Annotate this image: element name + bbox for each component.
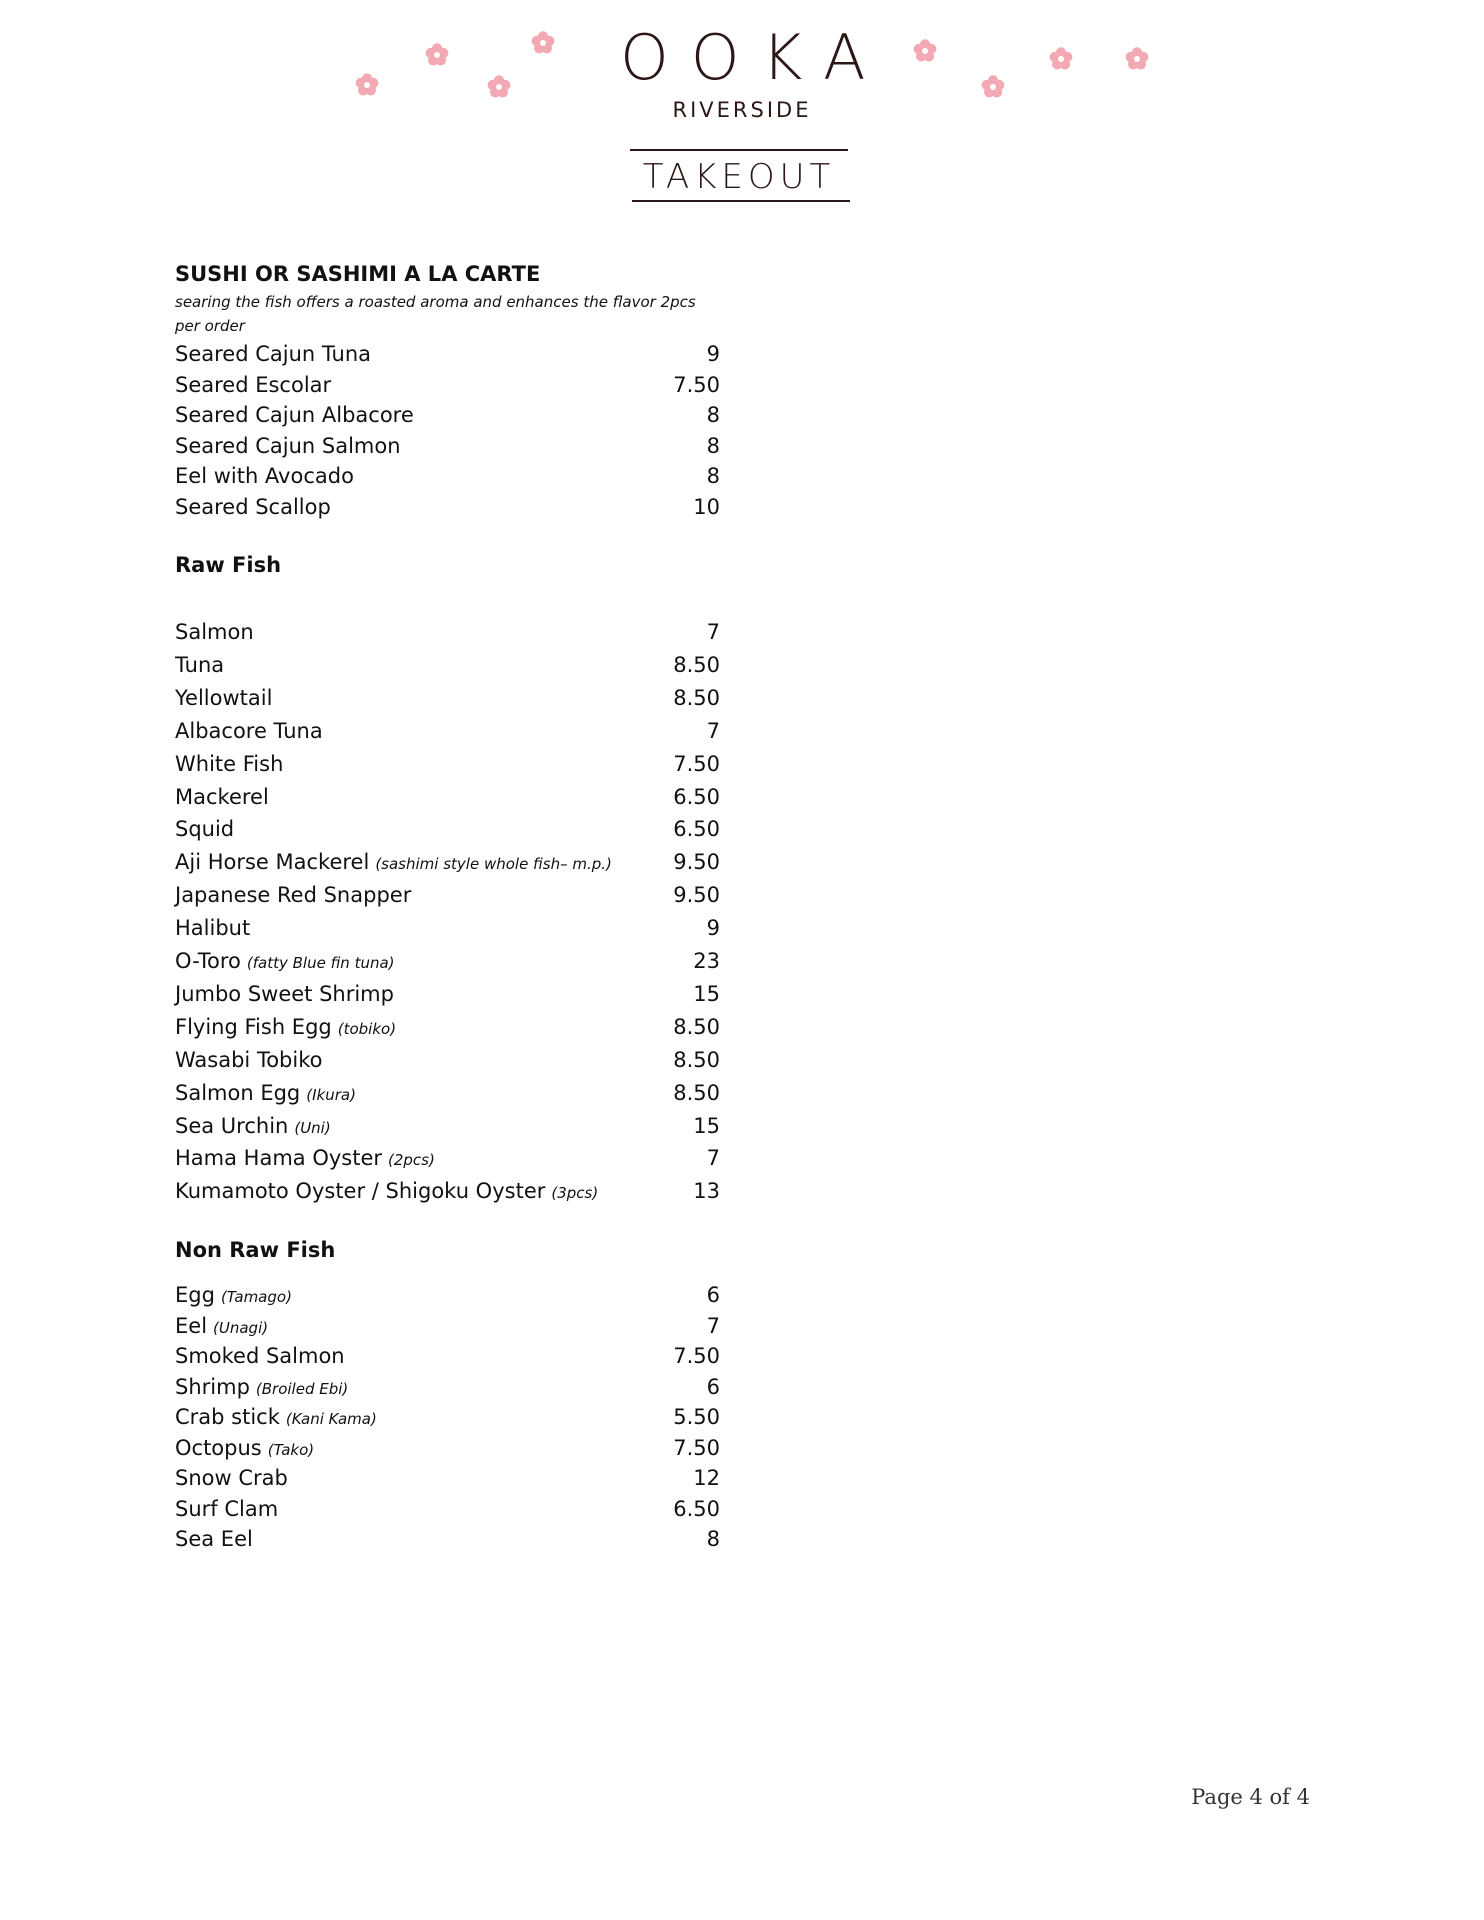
cherry-blossom-icon (486, 74, 512, 100)
menu-item (175, 1527, 720, 1557)
item-name (175, 916, 250, 940)
menu-item (175, 653, 720, 683)
item-name (175, 982, 394, 1006)
item-name (175, 1375, 348, 1399)
item-name (175, 949, 395, 973)
section-title: SUSHI OR SASHIMI A LA CARTE (175, 262, 541, 286)
item-note: (Tako) (267, 1440, 315, 1459)
item-label: Crab stick (175, 1405, 280, 1429)
cherry-blossom-icon (1124, 46, 1150, 72)
item-price: 7.50 (673, 372, 720, 397)
item-note: (sashimi style whole fish– m.p.) (375, 855, 612, 874)
item-price: 7 (706, 620, 720, 644)
item-name (175, 719, 323, 743)
item-price: 7.50 (673, 1344, 720, 1368)
menu-item (175, 1436, 720, 1466)
menu-item (175, 686, 720, 716)
cherry-blossom-icon (980, 74, 1006, 100)
menu-item (175, 752, 720, 782)
menu-item (175, 620, 720, 650)
item-price: 7.50 (673, 1435, 720, 1460)
item-name (175, 495, 331, 519)
menu-item (175, 1081, 720, 1111)
item-note: (Kani Kama) (285, 1410, 377, 1428)
menu-item (175, 982, 720, 1012)
item-name (175, 1283, 292, 1307)
menu-item (175, 1405, 720, 1435)
item-name (175, 883, 411, 907)
item-name (175, 620, 254, 644)
item-name (175, 1314, 268, 1338)
item-name (175, 1179, 598, 1203)
item-name (175, 785, 269, 809)
item-label: Hama Hama Oyster (175, 1146, 383, 1171)
item-note: (fatty Blue fin tuna) (246, 954, 395, 972)
brand-logo: OOKA (620, 21, 888, 94)
menu-item (175, 1344, 720, 1374)
menu-item (175, 949, 720, 979)
item-price: 7 (706, 1146, 720, 1171)
item-price: 8.50 (673, 1014, 720, 1039)
item-name (175, 1497, 278, 1521)
item-price: 9 (706, 916, 720, 941)
item-name (175, 653, 224, 677)
item-label: Shrimp (175, 1374, 250, 1399)
item-price: 5.50 (673, 1405, 720, 1429)
item-price: 12 (693, 1466, 720, 1490)
menu-item (175, 1015, 720, 1045)
item-name (175, 1146, 435, 1170)
item-note: (Uni) (294, 1118, 331, 1137)
item-price: 13 (693, 1179, 720, 1204)
item-name (175, 373, 331, 397)
section-title: Raw Fish (175, 553, 282, 577)
item-label: Salmon (175, 620, 254, 644)
section-subtitle: searing the fish offers a roasted aroma and enhances the flavor 2pcs per order (175, 293, 696, 335)
divider-top (630, 149, 848, 151)
item-label: Yellowtail (175, 685, 273, 710)
menu-item (175, 1048, 720, 1078)
item-label: Jumbo Sweet Shrimp (175, 981, 394, 1006)
item-price: 8 (706, 403, 720, 427)
item-note: (Broiled Ebi) (255, 1379, 349, 1398)
item-note: (Ikura) (306, 1085, 356, 1104)
item-label: Seared Cajun Albacore (175, 403, 414, 427)
menu-item (175, 1314, 720, 1344)
item-name (175, 1436, 314, 1460)
item-name (175, 686, 272, 710)
menu-item (175, 883, 720, 913)
item-price: 6.50 (673, 1496, 720, 1521)
menu-item (175, 785, 720, 815)
menu-item (175, 1146, 720, 1176)
item-price: 7 (706, 1313, 720, 1338)
page-number: Page 4 of 4 (1191, 1785, 1310, 1809)
menu-item (175, 434, 720, 464)
menu-item (175, 464, 720, 494)
item-label: Tuna (175, 652, 225, 677)
item-name (175, 434, 401, 458)
item-note: (tobiko) (337, 1019, 397, 1038)
item-label: Albacore Tuna (175, 718, 323, 743)
item-label: Seared Scallop (175, 494, 331, 519)
cherry-blossom-icon (424, 42, 450, 68)
menu-item (175, 1466, 720, 1496)
item-price: 15 (693, 981, 720, 1006)
item-label: Salmon Egg (175, 1080, 301, 1105)
item-price: 9.50 (673, 850, 720, 875)
item-name (175, 342, 371, 366)
item-name (175, 1527, 253, 1551)
item-note: (3pcs) (551, 1184, 599, 1203)
cherry-blossom-icon (912, 38, 938, 64)
item-price: 23 (693, 949, 720, 973)
item-price: 7.50 (673, 751, 720, 776)
cherry-blossom-icon (1048, 46, 1074, 72)
item-name (175, 1344, 345, 1368)
cherry-blossom-icon (354, 72, 380, 98)
item-label: Seared Cajun Tuna (175, 342, 372, 366)
item-price: 9.50 (673, 883, 720, 908)
item-name (175, 403, 414, 427)
item-label: Sea Eel (175, 1527, 253, 1551)
item-price: 6.50 (673, 817, 720, 842)
item-label: White Fish (175, 751, 284, 776)
item-label: Snow Crab (175, 1466, 288, 1490)
divider-bottom (632, 200, 850, 202)
menu-item (175, 495, 720, 525)
item-price: 8.50 (673, 652, 720, 677)
item-name (175, 1048, 322, 1072)
item-name (175, 752, 283, 776)
item-price: 8 (706, 1527, 720, 1551)
menu-item (175, 342, 720, 372)
item-name (175, 1015, 396, 1039)
item-note: (2pcs) (388, 1151, 435, 1170)
item-price: 15 (693, 1113, 720, 1138)
item-label: Japanese Red Snapper (175, 883, 412, 908)
menu-item (175, 916, 720, 946)
menu-item (175, 403, 720, 433)
item-label: Kumamoto Oyster / Shigoku Oyster (175, 1179, 546, 1204)
item-price: 8 (706, 433, 720, 458)
item-label: O-Toro (175, 949, 241, 973)
menu-item (175, 817, 720, 847)
item-name (175, 850, 612, 874)
item-label: Seared Escolar (175, 372, 332, 397)
item-label: Sea Urchin (175, 1113, 289, 1138)
menu-item (175, 1283, 720, 1313)
item-label: Squid (175, 817, 235, 842)
menu-item (175, 1375, 720, 1405)
item-price: 6.50 (673, 784, 720, 809)
item-price: 8.50 (673, 1047, 720, 1072)
menu-item (175, 1179, 720, 1209)
item-price: 6 (706, 1283, 720, 1307)
menu-type-title: TAKEOUT (642, 157, 836, 197)
menu-item (175, 1114, 720, 1144)
item-price: 6 (706, 1374, 720, 1399)
item-price: 9 (706, 342, 720, 366)
item-label: Halibut (175, 916, 251, 941)
item-name (175, 817, 234, 841)
item-label: Egg (175, 1283, 215, 1307)
location-label: RIVERSIDE (672, 98, 812, 122)
menu-item (175, 1497, 720, 1527)
section-title: Non Raw Fish (175, 1238, 336, 1262)
item-price: 8 (706, 464, 720, 488)
item-name (175, 1466, 288, 1490)
item-name (175, 1081, 356, 1105)
item-price: 7 (706, 718, 720, 743)
item-label: Flying Fish Egg (175, 1014, 332, 1039)
item-label: Mackerel (175, 784, 269, 809)
menu-item (175, 850, 720, 880)
item-price: 8.50 (673, 685, 720, 710)
item-note: (Tamago) (220, 1288, 292, 1306)
item-name (175, 1405, 377, 1429)
item-label: Wasabi Tobiko (175, 1047, 323, 1072)
cherry-blossom-icon (530, 30, 556, 56)
item-label: Eel with Avocado (175, 464, 354, 488)
menu-header (0, 0, 1484, 210)
item-label: Eel (175, 1313, 208, 1338)
item-label: Surf Clam (175, 1496, 279, 1521)
item-name (175, 1114, 331, 1138)
item-label: Octopus (175, 1435, 262, 1460)
item-note: (Unagi) (213, 1318, 269, 1337)
item-name (175, 464, 354, 488)
item-label: Aji Horse Mackerel (175, 850, 370, 875)
item-price: 10 (693, 494, 720, 519)
item-label: Smoked Salmon (175, 1344, 345, 1368)
menu-item (175, 373, 720, 403)
menu-item (175, 719, 720, 749)
item-label: Seared Cajun Salmon (175, 433, 401, 458)
item-price: 8.50 (673, 1080, 720, 1105)
